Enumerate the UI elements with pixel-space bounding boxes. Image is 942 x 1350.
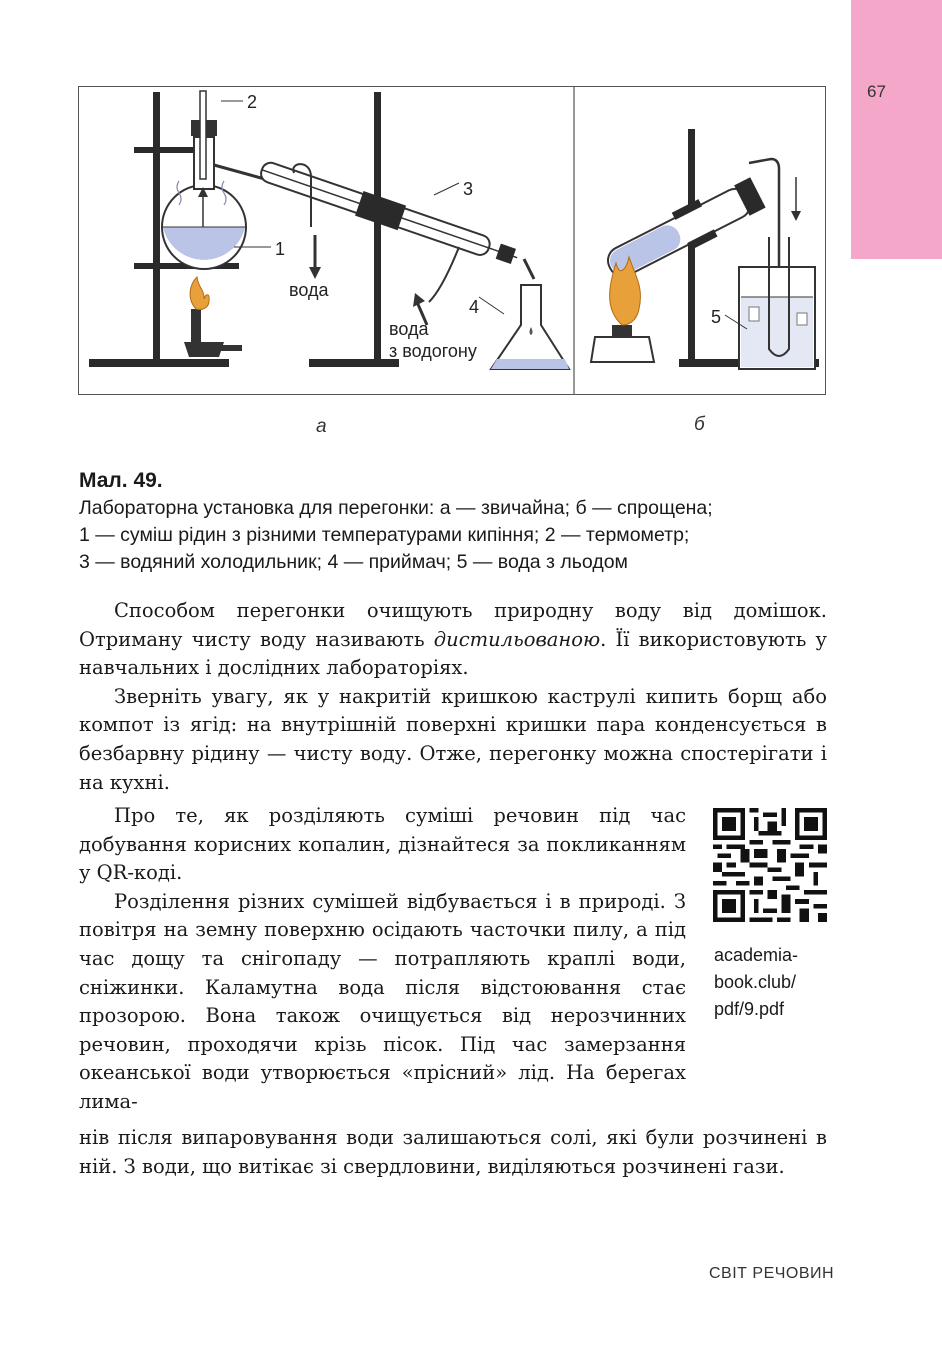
callout-5: 5 (711, 307, 722, 327)
label-tap-water-1: вода (389, 319, 429, 339)
body-text-narrow (79, 802, 686, 1117)
subfigure-a-label: а (316, 416, 327, 437)
callout-2: 2 (247, 92, 258, 112)
footer-section-title: СВІТ РЕЧОВИН (709, 1265, 835, 1282)
caption-line: Лабораторна установка для перегонки: а — звичайна; б — спрощена; (79, 497, 713, 519)
qr-link-line: pdf/9.pdf (714, 999, 785, 1019)
qr-link-line: book.club/ (714, 972, 797, 992)
paragraph: Про те, як розділяють суміші речовин під час добування корисних копалин, дізнайтеся за покликанням у QR-коді. (79, 804, 686, 885)
distillation-figure (78, 86, 826, 395)
qr-link-text[interactable] (714, 942, 798, 1023)
term-distilled: дистильованою (433, 627, 601, 651)
distillation-apparatus-illustration (79, 87, 825, 394)
paragraph: Зверніть увагу, як у накритій кришкою каструлі кипить борщ або компот із ягід: на внутрішній поверхні кришки пара конденсується в безбарвну рідину — чисту воду. Отже, перегонку можна спостерігати і на кухні. (79, 684, 827, 794)
figure-caption (79, 495, 839, 576)
qr-link-line: academia- (714, 945, 799, 965)
label-water: вода (289, 280, 329, 300)
paragraph: Розділення різних сумішей відбувається і в природі. З повітря на земну поверхню осідають часточки пилу, а під час дощу та снігопаду — потрапляють краплі води, сніжинки. Каламутна вода після відстоювання стає прозорою. Вона також очищується від нерозчинних речовин, проходячи крізь пісок. Під час замерзання океанської води утворюється «прісний» лід. На берегах лима- (79, 889, 686, 1113)
chapter-tab (851, 0, 942, 259)
page-number: 67 (867, 82, 886, 101)
caption-line: 3 — водяний холодильник; 4 — приймач; 5 — вода з льодом (79, 551, 628, 573)
subfigure-b-label: б (694, 414, 705, 435)
callout-4: 4 (469, 297, 480, 317)
paragraph-continuation: нів після випаровування води залишаються солі, які були розчинені в ній. З води, що витікає зі свердловини, виділяються розчинені гази. (79, 1126, 827, 1178)
callout-1: 1 (275, 239, 286, 259)
callout-3: 3 (463, 179, 474, 199)
paragraph: Способом перегонки очищують природну воду від домішок. Отриману чисту воду називають дистильованою. Її використовують у навчальних і дослідних лабораторіях. (79, 599, 828, 680)
label-tap-water-2: з водогону (389, 341, 477, 361)
figure-title: Мал. 49. (79, 469, 163, 492)
body-text-bottom (79, 1124, 827, 1181)
qr-code[interactable] (713, 808, 827, 922)
caption-line: 1 — суміш рідин з різними температурами кипіння; 2 — термометр; (79, 524, 690, 546)
body-text-top (79, 597, 827, 797)
